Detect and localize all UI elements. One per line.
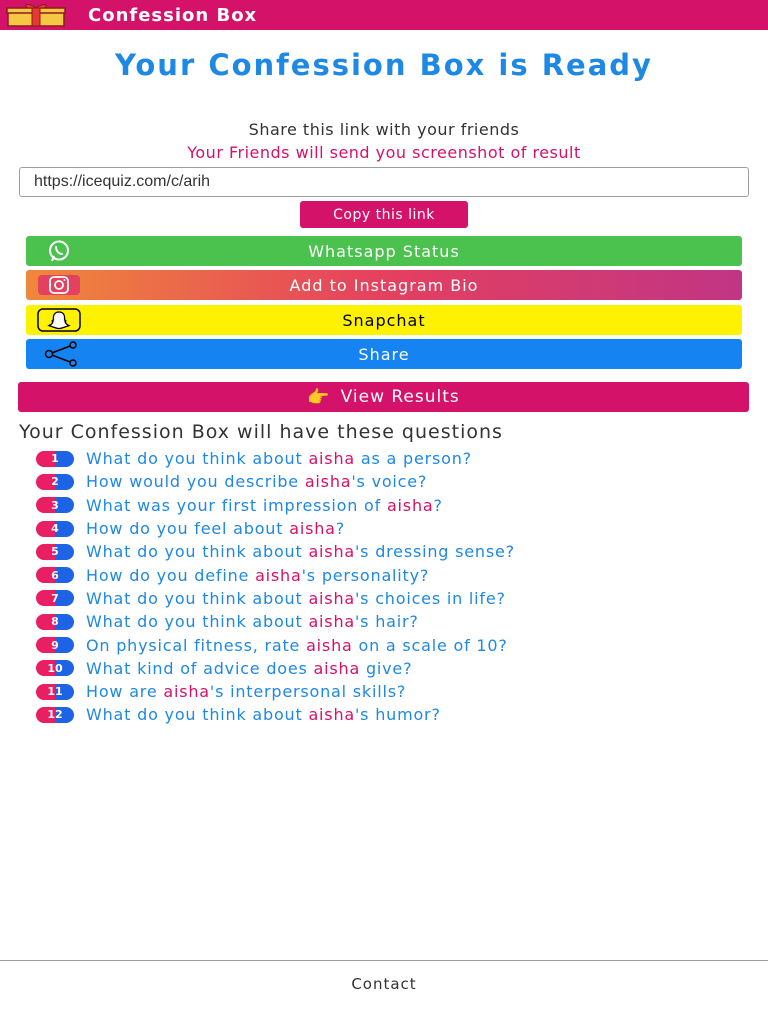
question-text-before: How are: [86, 682, 164, 702]
question-text-after: ?: [433, 495, 443, 515]
subject-name: aisha: [304, 472, 352, 492]
question-item: [36, 680, 736, 703]
question-item: [36, 494, 736, 517]
question-text: [86, 496, 443, 515]
question-text: [86, 449, 472, 468]
question-number-badge: 3: [36, 497, 74, 513]
share-icon: [36, 341, 82, 367]
question-text: [86, 659, 412, 678]
view-results-button[interactable]: [18, 382, 749, 412]
question-number-badge: 5: [36, 544, 74, 560]
question-text-after: 's voice?: [351, 472, 428, 492]
question-text: [86, 589, 506, 608]
question-text-after: as a person?: [354, 449, 472, 469]
question-text-after: 's humor?: [354, 705, 441, 725]
question-text-after: 's hair?: [354, 612, 419, 632]
question-number-badge: 10: [36, 660, 74, 676]
result-hint: Your Friends will send you screenshot of result: [187, 143, 581, 162]
app-header: [0, 0, 768, 30]
subject-name: aisha: [386, 495, 434, 515]
question-text-before: How do you define: [86, 565, 256, 585]
question-text-after: 's choices in life?: [354, 588, 506, 608]
pointing-hand-icon: 👉: [307, 386, 331, 408]
subject-name: aisha: [308, 705, 355, 725]
question-text-after: on a scale of 10?: [352, 635, 508, 655]
questions-list: [36, 447, 736, 727]
gift-icon: [6, 0, 66, 30]
question-number-badge: 11: [36, 684, 74, 700]
question-number-badge: 1: [36, 451, 74, 467]
question-item: [36, 447, 736, 470]
subject-name: aisha: [308, 542, 355, 562]
snapchat-icon: [36, 307, 82, 333]
question-text-before: What do you think about: [86, 449, 309, 469]
question-number-badge: 4: [36, 521, 74, 537]
subject-name: aisha: [308, 612, 355, 632]
question-text-before: What do you think about: [86, 705, 309, 725]
question-text: [86, 682, 406, 701]
question-text-after: 's dressing sense?: [354, 542, 515, 562]
snapchat-label: Snapchat: [342, 310, 426, 330]
question-text-after: 's interpersonal skills?: [209, 682, 407, 702]
share-hint: Share this link with your friends: [248, 120, 520, 139]
question-number-badge: 8: [36, 614, 74, 630]
question-item: [36, 563, 736, 586]
question-text: [86, 542, 515, 561]
question-item: [36, 517, 736, 540]
question-text-before: On physical fitness, rate: [86, 635, 307, 655]
question-text: [86, 472, 427, 491]
view-results-label: View Results: [340, 387, 460, 407]
question-text-before: What do you think about: [86, 612, 309, 632]
subject-name: aisha: [308, 449, 355, 469]
subject-name: aisha: [255, 565, 302, 585]
question-number-badge: 2: [36, 474, 74, 490]
question-text-after: ?: [335, 519, 346, 539]
instagram-bio-label: Add to Instagram Bio: [289, 275, 479, 295]
footer-divider: [0, 960, 768, 961]
snapchat-button[interactable]: [26, 305, 742, 335]
subject-name: aisha: [313, 658, 361, 678]
question-text: [86, 705, 441, 724]
subject-name: aisha: [163, 682, 210, 702]
question-text: [86, 636, 508, 655]
question-item: [36, 470, 736, 493]
question-text-after: 's personality?: [301, 565, 430, 585]
question-item: [36, 610, 736, 633]
instagram-bio-button[interactable]: [26, 270, 742, 300]
question-text: [86, 566, 429, 585]
question-text-before: What do you think about: [86, 542, 309, 562]
question-text-before: What kind of advice does: [86, 658, 314, 678]
question-item: [36, 657, 736, 680]
share-label: Share: [358, 344, 410, 364]
question-text-before: What was your first impression of: [86, 495, 387, 515]
page-title: Your Confession Box is Ready: [115, 48, 653, 82]
subject-name: aisha: [306, 635, 353, 655]
question-number-badge: 12: [36, 707, 74, 723]
question-number-badge: 6: [36, 567, 74, 583]
question-text-before: How would you describe: [86, 472, 305, 492]
question-item: [36, 540, 736, 563]
question-item: [36, 633, 736, 656]
question-text-before: What do you think about: [86, 588, 309, 608]
instagram-icon: [36, 272, 82, 298]
whatsapp-status-button[interactable]: [26, 236, 742, 266]
questions-heading: Your Confession Box will have these questions: [19, 421, 503, 443]
question-text: [86, 612, 419, 631]
contact-link[interactable]: Contact: [351, 975, 417, 993]
question-text: [86, 519, 345, 538]
whatsapp-status-label: Whatsapp Status: [308, 241, 460, 261]
subject-name: aisha: [308, 588, 355, 608]
share-button[interactable]: [26, 339, 742, 369]
whatsapp-icon: [36, 238, 82, 264]
question-text-before: How do you feel about: [86, 519, 290, 539]
question-item: [36, 587, 736, 610]
question-number-badge: 7: [36, 590, 74, 606]
subject-name: aisha: [289, 519, 336, 539]
question-number-badge: 9: [36, 637, 74, 653]
share-link-field[interactable]: [19, 167, 749, 197]
app-title: Confession Box: [88, 4, 258, 26]
copy-link-button[interactable]: Copy this link: [300, 201, 468, 228]
question-item: [36, 703, 736, 726]
question-text-after: give?: [360, 658, 413, 678]
